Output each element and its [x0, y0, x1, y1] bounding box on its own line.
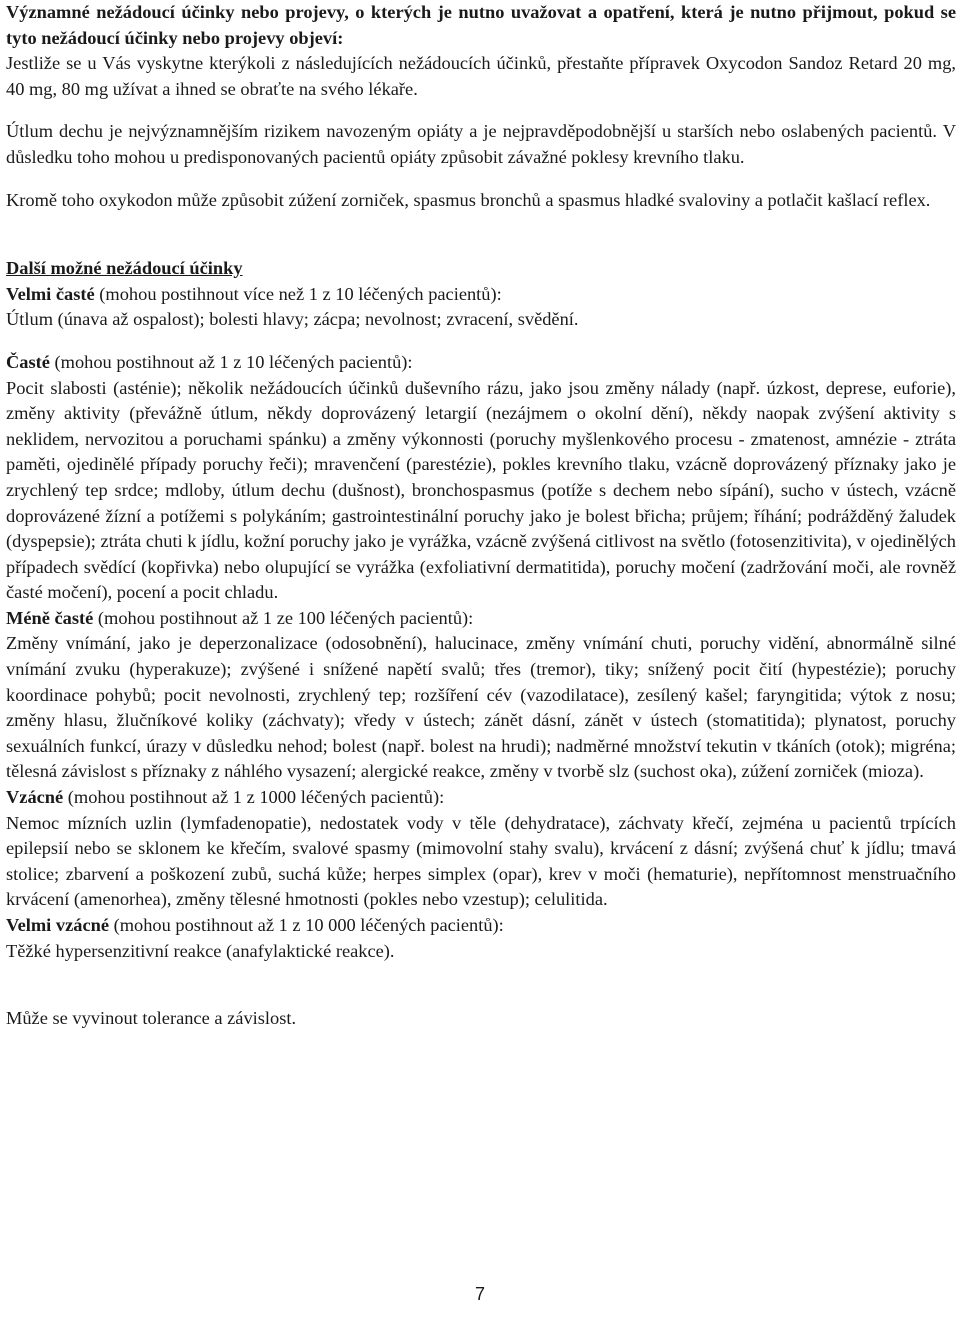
common-header: [6, 350, 956, 376]
uncommon-label: Méně časté: [6, 607, 94, 628]
very-rare-text: Těžké hypersenzitivní reakce (anafylaktické reakce).: [6, 940, 395, 961]
common-frequency: (mohou postihnout až 1 z 10 léčených pacientů):: [49, 351, 413, 372]
rare-label: Vzácné: [6, 787, 64, 808]
rare-text: Nemoc mízních uzlin (lymfadenopatie), nedostatek vody v těle (dehydratace), záchvaty křečí, zejména u pacientů trpících epilepsií nebo se sklonem ke křečím, svalové spasmy (mimovolní stahy svalu), krvácení z dásní; zvýšená chuť k jídlu; tmavá stolice; zbarvení a poškození zubů, suchá kůže; herpes simplex (opar), krev v moči (hematurie), nepřítomnost menstruačního krvácení (amenorhea), změny tělesné hmotnosti (pokles nebo vzestup); celulitida.: [6, 812, 956, 910]
very-common-frequency: (mohou postihnout více než 1 z 10 léčených pacientů):: [94, 283, 502, 304]
uncommon-header: [6, 606, 956, 632]
very-common-header: [6, 282, 956, 308]
other-effects-paragraph: Kromě toho oxykodon může způsobit zúžení zorniček, spasmus bronchů a spasmus hladké svaloviny a potlačit kašlací reflex.: [6, 189, 931, 210]
breathing-paragraph: Útlum dechu je nejvýznamnějším rizikem navozeným opiáty a je nejpravděpodobnější u starších nebo oslabených pacientů. V důsledku toho mohou u predisponovaných pacientů opiáty způsobit závažné poklesy krevního tlaku.: [6, 121, 956, 167]
tolerance-paragraph: Může se vyvinout tolerance a závislost.: [6, 1008, 297, 1029]
intro-text: Jestliže se u Vás vyskytne kterýkoli z následujících nežádoucích účinků, přestaňte přípravek Oxycodon Sandoz Retard 20 mg, 40 mg, 80 mg užívat a ihned se obraťte na svého lékaře.: [6, 53, 956, 99]
intro-heading: Významné nežádoucí účinky nebo projevy, o kterých je nutno uvažovat a opatření, která je nutno přijmout, pokud se tyto nežádoucí účinky nebo projevy objeví:: [6, 2, 956, 48]
very-common-text: Útlum (únava až ospalost); bolesti hlavy; zácpa; nevolnost; zvracení, svědění.: [6, 309, 579, 330]
document-page: [6, 0, 956, 1032]
very-common-label: Velmi časté: [6, 283, 95, 304]
uncommon-frequency: (mohou postihnout až 1 ze 100 léčených pacientů):: [93, 607, 474, 628]
common-label: Časté: [6, 351, 50, 372]
rare-frequency: (mohou postihnout až 1 z 1000 léčených pacientů):: [63, 787, 445, 808]
page-number: 7: [474, 1284, 485, 1304]
common-text: Pocit slabosti (asténie); několik nežádoucích účinků duševního rázu, jako jsou změny nálady (např. úzkost, deprese, euforie), změny aktivity (převážně útlum, někdy doprovázený letargií (nezájmem o okolní dění), někdy naopak zvýšení aktivity s neklidem, nervozitou a poruchami spánku) a změny výkonnosti (poruchy myšlenkového procesu - zmatenost, amnézie - ztráta paměti, ojedinělé případy poruchy řeči); mravenčení (parestézie), pokles krevního tlaku, vzácně doprovázený příznaky jako je zrychlený tep srdce; mdloby, útlum dechu (dušnost), bronchospasmus (potíže s dechem nebo sípání), sucho v ústech, vzácně doprovázené žízní a potížemi s polykáním; gastrointestinální poruchy jako je bolest břicha; průjem; říhání; podrážděný žaludek (dyspepsie); ztráta chuti k jídlu, kožní poruchy jako je vyrážka, vzácně zvýšená citlivost na světlo (fotosenzitivita), v ojedinělých případech svědící (kopřivka) nebo olupující se vyrážka (exfoliativní dermatitida), poruchy močení (zadržování moči, ale rovněž časté močení), pocení a pocit chladu.: [6, 377, 956, 603]
uncommon-text: Změny vnímání, jako je deperzonalizace (odosobnění), halucinace, změny vnímání chuti, poruchy vidění, abnormálně silné vnímání zvuku (hyperakuze); zvýšené i snížené napětí svalů; třes (tremor), tiky; snížený pocit čití (hypestézie); poruchy koordinace pohybů; pocit nevolnosti, zrychlený tep; rozšíření cév (vazodilatace), zesílený kašel; faryngitida; výtok z nosu; změny hlasu, žlučníkové koliky (záchvaty); vředy v ústech; zánět dásní, zánět v ústech (stomatitida); plynatost, poruchy sexuálních funkcí, úrazy v důsledku nehod; bolest (např. bolest na hrudi); nadměrné množství tekutin v tkáních (otok); migréna; tělesná závislost s příznaky z náhlého vysazení; alergické reakce, změny v tvorbě slz (suchost oka), zúžení zorniček (mioza).: [6, 633, 956, 782]
side-effects-heading: Další možné nežádoucí účinky: [6, 258, 243, 279]
very-rare-label: Velmi vzácné: [6, 915, 109, 935]
rare-header: [6, 785, 956, 811]
very-rare-header: [6, 913, 956, 939]
very-rare-frequency: (mohou postihnout až 1 z 10 000 léčených pacientů):: [109, 915, 504, 935]
